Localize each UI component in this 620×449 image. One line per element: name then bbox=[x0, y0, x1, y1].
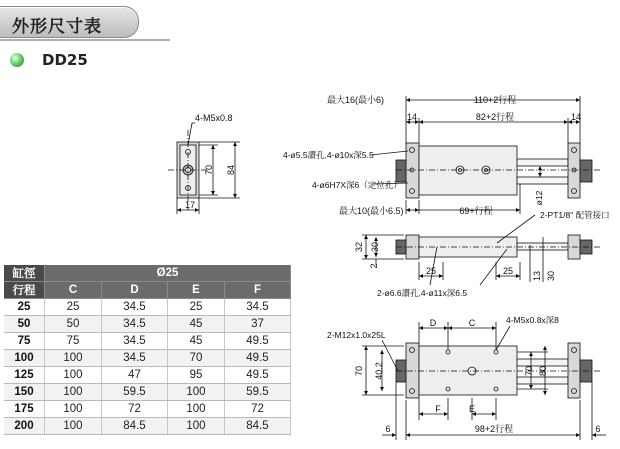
cell-e: 70 bbox=[167, 350, 224, 367]
dimension-table bbox=[4, 265, 291, 435]
cell-c: 100 bbox=[45, 384, 102, 401]
top-hole-2: 4-ø6H7X深6（定位孔） bbox=[312, 180, 402, 190]
bottom-dim-C: C bbox=[468, 318, 476, 328]
table-row bbox=[4, 316, 291, 333]
table-row bbox=[4, 299, 291, 316]
top-len-total: 110+2行程 bbox=[473, 95, 517, 105]
cell-d: 34.5 bbox=[101, 299, 167, 316]
cell-c: 100 bbox=[45, 367, 102, 384]
top-dim-14a: 14 bbox=[406, 112, 418, 122]
cell-d: 34.5 bbox=[101, 333, 167, 350]
stroke-label: 行程 bbox=[4, 282, 45, 299]
cell-d: 72 bbox=[101, 401, 167, 418]
cell-e: 100 bbox=[167, 401, 224, 418]
front-dim-30: 30 bbox=[370, 241, 380, 253]
bottom-thread-left: 2-M12x1.0x25L bbox=[327, 330, 386, 340]
bottom-view bbox=[362, 322, 606, 440]
cell-f: 84.5 bbox=[224, 418, 290, 435]
stroke-cell: 50 bbox=[4, 316, 45, 333]
top-max16: 最大16(最小6) bbox=[327, 95, 385, 105]
stroke-cell: 75 bbox=[4, 333, 45, 350]
front-view bbox=[362, 215, 600, 285]
model-title: DD25 bbox=[42, 51, 88, 69]
cell-c: 100 bbox=[45, 418, 102, 435]
cell-c: 100 bbox=[45, 350, 102, 367]
cell-f: 49.5 bbox=[224, 367, 290, 384]
bottom-dim-80: 80 bbox=[538, 365, 548, 377]
cell-c: 25 bbox=[45, 299, 102, 316]
col-header-f: F bbox=[224, 282, 290, 299]
stroke-cell: 25 bbox=[4, 299, 45, 316]
col-header-c: C bbox=[45, 282, 102, 299]
bottom-dim-F: F bbox=[435, 404, 441, 414]
bore-label: 缸徑 bbox=[4, 265, 45, 282]
cell-f: 49.5 bbox=[224, 350, 290, 367]
bottom-len: 98+2行程 bbox=[474, 424, 514, 434]
stroke-cell: 100 bbox=[4, 350, 45, 367]
table-row bbox=[4, 333, 291, 350]
top-rod-len: 69+行程 bbox=[459, 206, 493, 216]
cell-e: 95 bbox=[167, 367, 224, 384]
side-dim-17: 17 bbox=[185, 200, 196, 210]
cell-c: 75 bbox=[45, 333, 102, 350]
bottom-dim-D: D bbox=[429, 318, 437, 328]
stroke-cell: 150 bbox=[4, 384, 45, 401]
bottom-dim-70b: 70 bbox=[524, 365, 534, 377]
top-rod-dia: ø12 bbox=[534, 190, 544, 206]
front-dim-25b: 25 bbox=[502, 266, 514, 276]
cell-d: 59.5 bbox=[101, 384, 167, 401]
cell-c: 100 bbox=[45, 401, 102, 418]
section-title: 外形尺寸表 bbox=[12, 17, 102, 37]
cell-f: 72 bbox=[224, 401, 290, 418]
front-dim-30b: 30 bbox=[546, 270, 556, 282]
col-header-e: E bbox=[167, 282, 224, 299]
cell-d: 34.5 bbox=[101, 316, 167, 333]
table-row bbox=[4, 401, 291, 418]
table-row bbox=[4, 418, 291, 435]
cell-d: 84.5 bbox=[101, 418, 167, 435]
top-len-mid: 82+2行程 bbox=[475, 112, 515, 122]
bottom-dim-70: 70 bbox=[354, 365, 364, 377]
stroke-cell: 125 bbox=[4, 367, 45, 384]
side-dim-84: 84 bbox=[226, 164, 236, 176]
cell-e: 45 bbox=[167, 333, 224, 350]
front-dim-2: 2 bbox=[369, 263, 379, 269]
front-dim-25a: 25 bbox=[425, 266, 437, 276]
top-port: 2-PT1/8" 配管接口 bbox=[540, 210, 610, 220]
cell-e: 25 bbox=[167, 299, 224, 316]
top-hole-1: 4-ø5.5讚孔,4-ø10x深5.5 bbox=[283, 150, 374, 160]
stroke-cell: 200 bbox=[4, 418, 45, 435]
bottom-dim-E: E bbox=[468, 404, 476, 414]
cell-d: 47 bbox=[101, 367, 167, 384]
top-dim-14b: 14 bbox=[570, 112, 582, 122]
side-dim-70: 70 bbox=[204, 164, 214, 176]
cell-f: 34.5 bbox=[224, 299, 290, 316]
cell-d: 34.5 bbox=[101, 350, 167, 367]
front-dim-13: 13 bbox=[532, 270, 542, 282]
front-holes: 2-ø6.6讚孔,4-ø11x深6.5 bbox=[377, 288, 468, 298]
bore-value: Ø25 bbox=[45, 265, 291, 282]
bottom-dim-40: 40.2 bbox=[374, 362, 384, 380]
top-max10: 最大10(最小6.5) bbox=[339, 206, 404, 216]
stroke-cell: 175 bbox=[4, 401, 45, 418]
cell-e: 100 bbox=[167, 384, 224, 401]
side-thread-label: 4-M5x0.8 bbox=[195, 113, 233, 123]
table-row bbox=[4, 350, 291, 367]
bottom-thread-right: 4-M5x0.8x深8 bbox=[506, 315, 559, 325]
cell-f: 49.5 bbox=[224, 333, 290, 350]
table-row bbox=[4, 384, 291, 401]
table-row bbox=[4, 367, 291, 384]
cell-f: 59.5 bbox=[224, 384, 290, 401]
cell-f: 37 bbox=[224, 316, 290, 333]
front-dim-32: 32 bbox=[354, 241, 364, 253]
col-header-d: D bbox=[101, 282, 167, 299]
cell-c: 50 bbox=[45, 316, 102, 333]
cell-e: 100 bbox=[167, 418, 224, 435]
cell-e: 45 bbox=[167, 316, 224, 333]
bottom-dim-6b: 6 bbox=[595, 424, 601, 434]
bottom-dim-6a: 6 bbox=[385, 424, 391, 434]
